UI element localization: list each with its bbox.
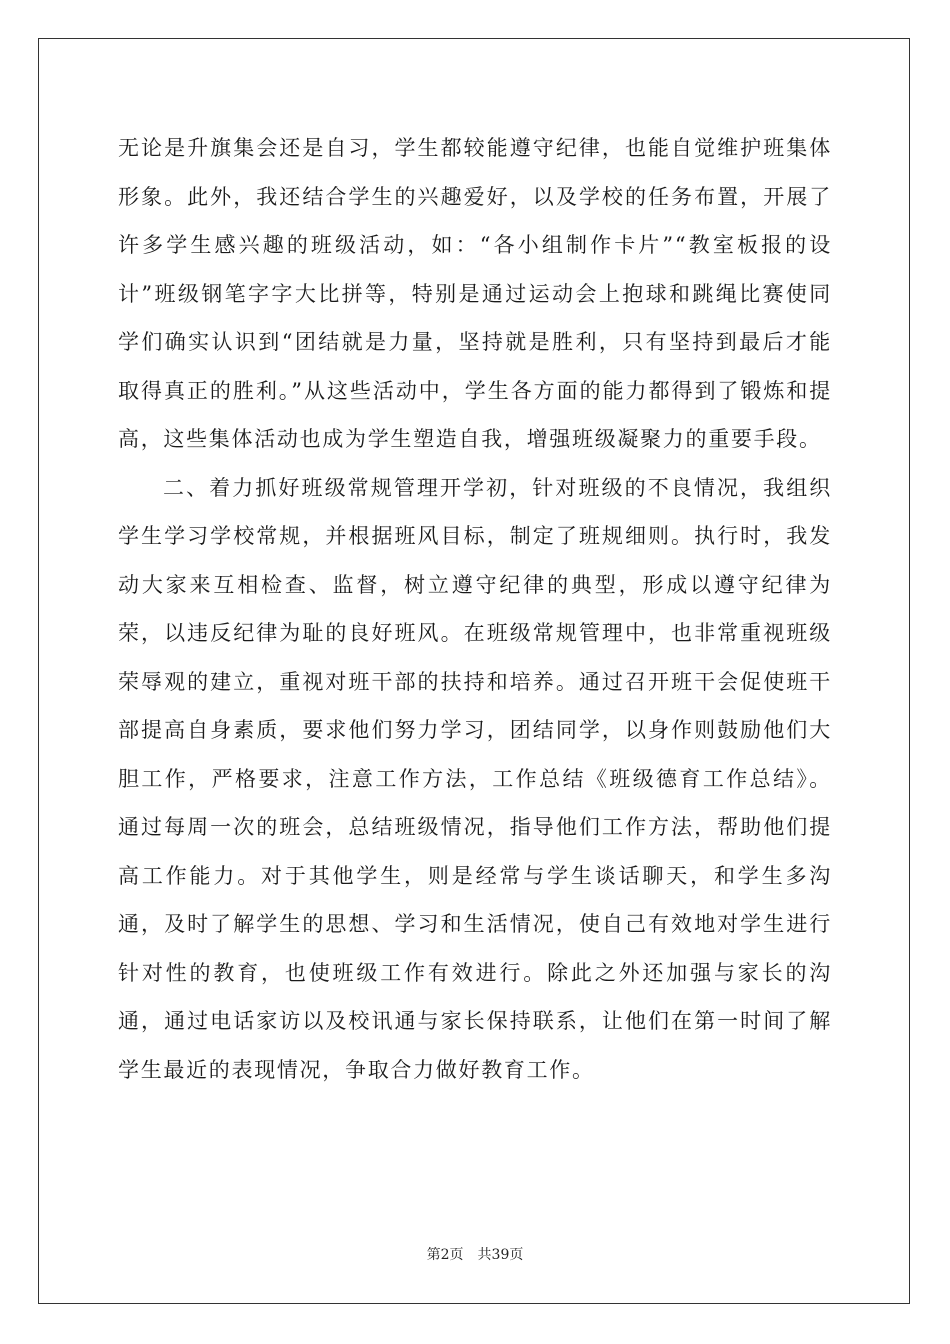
- paragraph-2: 二、着力抓好班级常规管理开学初，针对班级的不良情况，我组织学生学习学校常规，并根据班风目标，制定了班规细则。执行时，我发动大家来互相检查、监督，树立遵守纪律的典型，形成以遵守纪律为荣，以违反纪律为耻的良好班风。在班级常规管理中，也非常重视班级荣辱观的建立，重视对班干部的扶持和培养。通过召开班干会促使班干部提高自身素质，要求他们努力学习，团结同学，以身作则鼓励他们大胆工作，严格要求，注意工作方法，工作总结《班级德育工作总结》。通过每周一次的班会，总结班级情况，指导他们工作方法，帮助他们提高工作能力。对于其他学生，则是经常与学生谈话聊天，和学生多沟通，及时了解学生的思想、学习和生活情况，使自己有效地对学生进行针对性的教育，也使班级工作有效进行。除此之外还加强与家长的沟通，通过电话家访以及校讯通与家长保持联系，让他们在第一时间了解学生最近的表现情况，争取合力做好教育工作。: [118, 475, 832, 1082]
- document-body: [118, 124, 832, 1094]
- page-footer: [0, 1244, 950, 1264]
- paragraph-1: 无论是升旗集会还是自习，学生都较能遵守纪律，也能自觉维护班集体形象。此外，我还结合学生的兴趣爱好，以及学校的任务布置，开展了许多学生感兴趣的班级活动，如：“各小组制作卡片”“教室板报的设计”班级钢笔字字大比拼等，特别是通过运动会上抱球和跳绳比赛使同学们确实认识到“团结就是力量，坚持就是胜利，只有坚持到最后才能取得真正的胜利。”从这些活动中，学生各方面的能力都得到了锻炼和提高，这些集体活动也成为学生塑造自我，增强班级凝聚力的重要手段。: [118, 136, 832, 451]
- page-number: 第2页: [426, 1247, 464, 1263]
- page-total: 共39页: [477, 1247, 524, 1263]
